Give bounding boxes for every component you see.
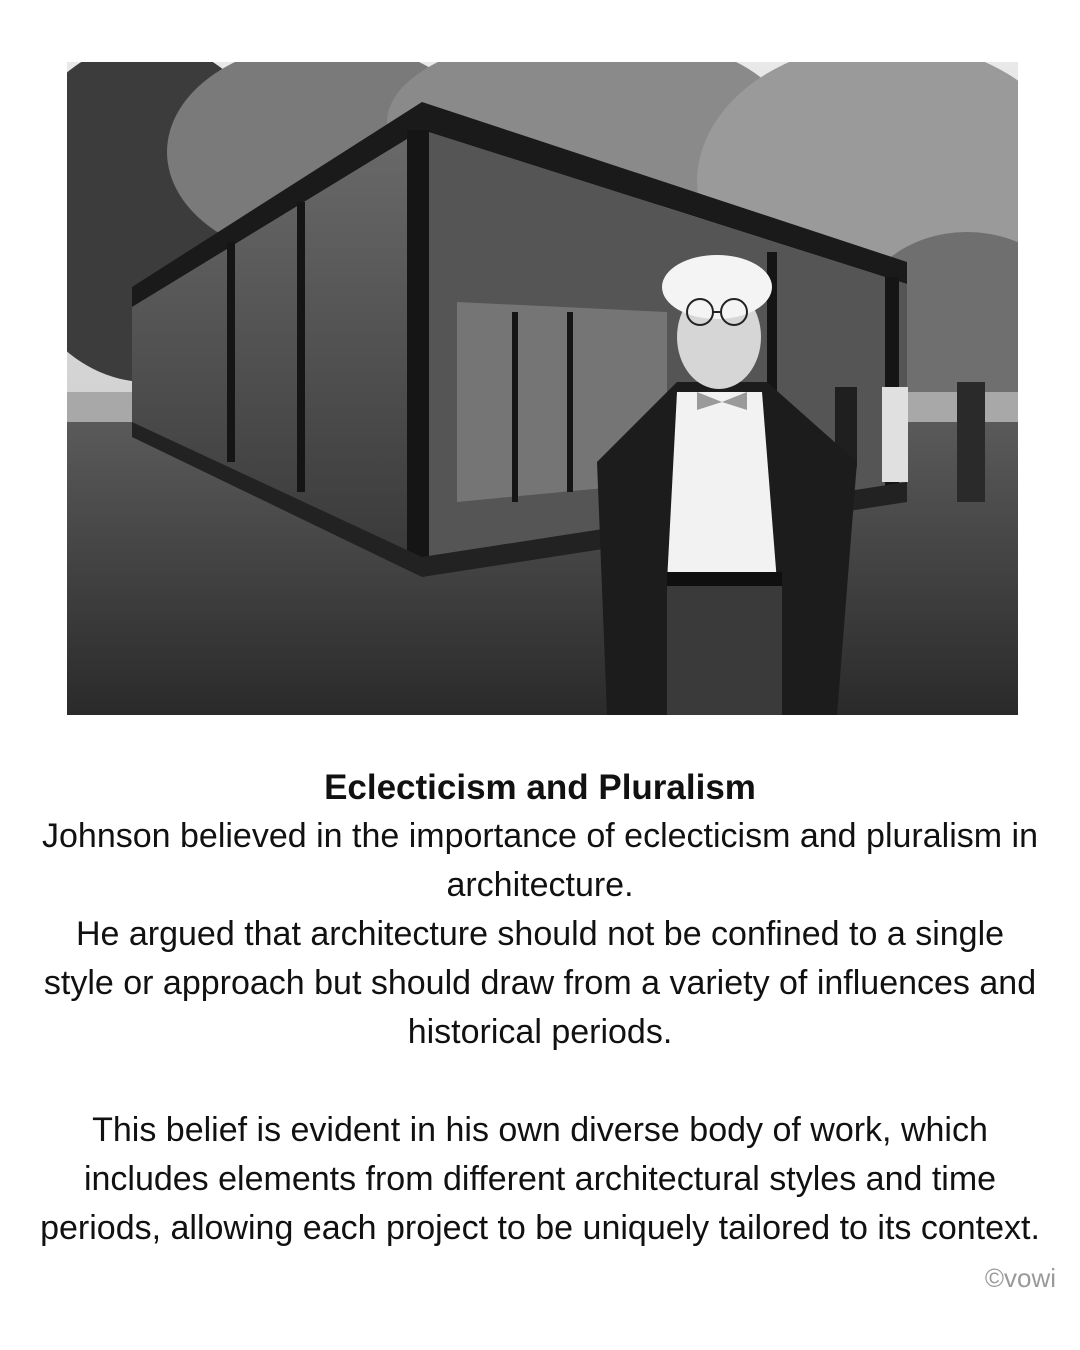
copyright-credit: ©vowi <box>984 1263 1056 1293</box>
hero-photo <box>67 62 1018 715</box>
glass-house-photo-illustration <box>67 62 1018 715</box>
paragraph-spacer <box>40 1057 1040 1106</box>
caption-paragraph-1-line-2: He argued that architecture should not be confined to a single style or approach but should draw from a variety of influences and historical periods. <box>43 915 1037 1051</box>
caption-block <box>40 764 1040 1253</box>
caption-paragraph-1-line-1: Johnson believed in the importance of eclecticism and pluralism in architecture. <box>42 817 1038 904</box>
caption-heading: Eclecticism and Pluralism <box>324 768 756 807</box>
caption-paragraph-2: This belief is evident in his own diverse body of work, which includes elements from different architectural styles and time periods, allowing each project to be uniquely tailored to its context. <box>40 1111 1040 1247</box>
